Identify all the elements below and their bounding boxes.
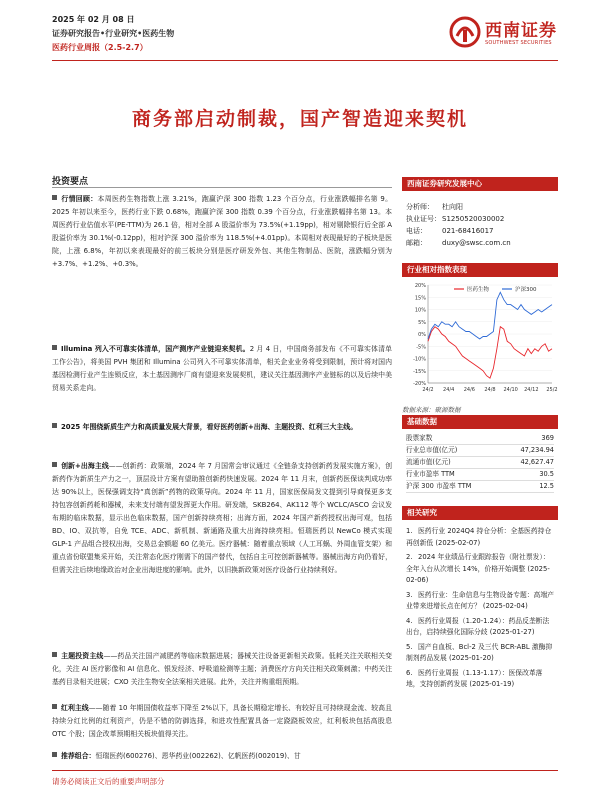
analyst-row[interactable]: 邮箱： duxy@swsc.com.cn (406, 239, 511, 247)
y-tick-label: 15% (414, 295, 426, 302)
paragraph-lead: 行情回顾： (61, 195, 98, 203)
bullet-icon (52, 423, 57, 428)
related-research-box (402, 506, 558, 694)
paragraph-illumina (52, 343, 392, 395)
paragraph-lead: 创新+出海主线 (61, 462, 109, 470)
y-tick-label: 10% (414, 307, 426, 314)
paragraph-theme (52, 650, 392, 689)
analyst-email-link[interactable]: duxy@swsc.com.cn (442, 239, 511, 247)
report-title: 商务部启动制裁，国产智造迎来契机 (131, 108, 468, 130)
paragraph-text: ——药品关注国产减肥药等临床数据进展；器械关注设备更新相关政策。低耗关注关联相关变化，关注 AI 医疗影像和 AI 信息化、银发经济、呼吸道检测等主题；消费医疗方向关注相关政策刺激；中药关注基药目录相关进展；CXO 关注生物安全法案相关进展。此外，关注并购重组预期。 (52, 652, 393, 686)
section-heading: 投资要点 (52, 177, 89, 187)
chart-heading-bar: 行业相对指数表现 (402, 263, 558, 277)
paragraph-text: ——创新药：政策端，2024 年 7 月国常会审议通过《全链条支持创新药发展实施方案》，创新药作为新质生产力之一，顶层设计方案有望助推创新药快速发展。2024 年 11 月末，创新药医保谈判成功率达 90%以上，医保强调支持“真创新”药物的政策导向。2024 年 11 月，国家医保局发文提到引导商保更多支持包容创新药耗和器械，未来支付端有望发挥更大作用。研发端，SKB264、AK112 等个 WCLC/ASCO 会议发布期的临床数据，显示出色临床数据，国产创新持续亮相；出海方面，2024 年国产新药授权出海可观，包括 BD、IO、双抗等，自免 TCE、ADC、新机制、新通路及重大出海持续亮相。恒瑞医药以 NewCo 模式实现 GLP-1 产品组合授权出海，交易总金额超 60 亿美元。医疗器械：随着重点领域（人工耳蜗、外周血管支架）和重点省份联盟集采开始，关注常态化医疗刚需下的国产替代，包括自主可控创新器械等。器械出海方向仍看好，但需关注后续地缘政治对企业出海进度的影响。此外，以旧换新政策对医疗设备行业持续利好。 (52, 462, 392, 574)
paragraph-text: 恒瑞医药(600276)、恩华药业(002262)、亿帆医药(002019)、甘 (95, 752, 301, 760)
paragraph-text: ——随着 10 年期国债收益率下降至 2%以下，具备长期稳定增长、有较好且可持续现金流、较高且持续分红比例的红利资产，仍是不错的防御选择，和进攻性配置具备一定跷跷板效应，红利板块包括高股息 OTC 个股；国企改革预期相关板块值得关注。 (52, 704, 392, 738)
related-item[interactable]: 2. 2024 年业绩品行业跟踪报告（附社票发）：全年入台从次增长 14%，价格开始调整 (2025-02-06) (406, 553, 550, 584)
basic-data-row: 行业总市值(亿元) 47,234.94 (406, 445, 554, 457)
analyst-info (402, 191, 558, 249)
bullet-icon (52, 462, 57, 467)
x-tick-label: 24/2 (422, 387, 434, 393)
related-item[interactable]: 6. 医药行业周报（1.13-1.17）：医保改革落地，支持创新药发展 (2025-01-19) (406, 668, 543, 688)
y-tick-label: 0% (418, 332, 426, 338)
report-subtitle: 医药行业周报（2.5-2.7） (52, 43, 148, 52)
paragraph-outlook (52, 421, 392, 434)
logo-text: 西南证券 (485, 21, 557, 41)
analyst-box (402, 177, 558, 249)
basic-data-row: 行业市盈率 TTM 30.5 (406, 469, 554, 481)
related-item[interactable]: 1. 医药行业 2024Q4 持仓分析：全基医药持仓再创新低 (2025-02-07) (406, 527, 552, 547)
bullet-icon (52, 345, 57, 350)
y-tick-label: -20% (413, 381, 426, 387)
paragraph-text: 2 月 4 日，中国商务部发布《不可靠实体清单工作公告》，将美国 PVH 集团和 Illumina 公司列入不可靠实体清单，相关企业业务将受到限制，预计将对国内基因检测行业产生连锁反应，本土基因测序厂商有望迎来发展契机，建议关注基因测序产业链标的以及后续中美贸易关系走向。 (52, 345, 393, 392)
dev-center-bar: 西南证券研究发展中心 (402, 177, 558, 191)
x-tick-label: 24/10 (503, 387, 518, 393)
related-item[interactable]: 3. 医药行业：生命信息与生物设备专题：高端产业带来进增长点在何方？ (2025-02-04) (406, 590, 554, 610)
basic-data-row: 沪深 300 市盈率 TTM 12.5 (406, 481, 554, 493)
bullet-icon (52, 704, 57, 709)
paragraph-lead: 推荐组合： (61, 752, 96, 760)
paragraph-lead: Illumina 列入不可靠实体清单，国产测序产业链迎来契机。 (61, 345, 250, 353)
footer-divider (52, 770, 558, 771)
section-divider (52, 187, 392, 188)
chart-source: 数据来源：聚源数据 (402, 406, 461, 414)
basic-data-box (402, 415, 558, 493)
report-date: 2025 年 02 月 08 日 (52, 15, 135, 24)
company-logo (449, 16, 559, 56)
x-tick-label: 24/6 (463, 387, 475, 393)
paragraph-lead: 红利主线 (61, 704, 89, 712)
y-tick-label: -10% (413, 356, 426, 363)
y-tick-label: -15% (413, 368, 426, 375)
bullet-icon (52, 652, 57, 657)
x-tick-label: 24/8 (484, 387, 496, 393)
relative-index-chart (402, 277, 558, 401)
chart-box (402, 263, 558, 414)
related-heading: 相关研究 (402, 506, 558, 520)
paragraph-lead: 主题投资主线 (61, 652, 104, 660)
report-category: 证券研究报告•行业研究•医药生物 (52, 29, 175, 38)
basic-data-row: 股票家数 369 (406, 433, 554, 445)
legend-label: 医药生物 (467, 287, 490, 293)
x-tick-label: 24/4 (443, 387, 455, 393)
series-line (428, 292, 552, 339)
basic-data-heading: 基础数据 (402, 415, 558, 429)
y-tick-label: 5% (418, 319, 426, 326)
paragraph-text: 本周医药生物指数上涨 3.21%，跑赢沪深 300 指数 1.23 个百分点，行业涨跌幅排名第 9。2025 年初以来至今，医药行业下跌 0.68%，跑赢沪深 300 指数 0.39 个百分点，行业涨跌幅排名第 13。本周医药行业估值水平(PE-TTM)为 26.1 倍，相对全部 A 股溢价率为 73.5%(+1.19pp)，相对剔除银行后全部 A 股溢价率为 30.1%(-0.12pp)，相对沪深 300 溢价率为 118.5%(+4.01pp)。本周相对表现最好的子板块是医院，上涨 6.8%，年初以来表现最好的前三板块分别是医疗研发外包、其他生物制品、医院，涨跌幅分别为+3.7%、+1.2%、+0.3%。 (52, 195, 393, 268)
x-tick-label: 25/2 (546, 387, 558, 393)
legend-label: 沪深300 (515, 287, 537, 293)
analyst-row: 分析师： 杜向阳 (406, 203, 463, 211)
paragraph-portfolio (52, 750, 392, 763)
logo-mark-icon (449, 16, 481, 48)
analyst-row: 电话： 021-68416017 (406, 227, 494, 235)
basic-data-table (402, 429, 558, 493)
related-list (402, 520, 558, 691)
related-item[interactable]: 4. 医药行业周报（1.20-1.24）：药品反垄断法出台，启持续强化国际分歧 (2025-01-27) (406, 616, 550, 636)
logo-subtext: SOUTHWEST SECURITIES (485, 40, 552, 46)
footer-disclaimer: 请务必阅读正文后的重要声明部分 (52, 777, 165, 786)
paragraph-lead: 2025 年围绕新质生产力和高质量发展大背景，看好医药创新+出海、主题投资、红利三大主线。 (61, 423, 358, 431)
y-tick-label: -5% (416, 344, 426, 351)
paragraph-dividend (52, 702, 392, 741)
paragraph-innovation (52, 460, 392, 577)
bullet-icon (52, 752, 57, 757)
analyst-row: 执业证号：S1250520030002 (406, 215, 505, 223)
paragraph-market-review (52, 193, 392, 271)
related-item[interactable]: 5. 国产自血板、Bcl-2 及三代 BCR-ABL 激酶抑制剂药品发展 (2025-01-20) (406, 642, 553, 662)
x-tick-label: 24/12 (524, 387, 539, 393)
y-tick-label: 20% (414, 283, 426, 289)
basic-data-row: 流通市值(亿元) 42,627.47 (406, 457, 554, 469)
header-divider (52, 60, 558, 61)
bullet-icon (52, 195, 57, 200)
